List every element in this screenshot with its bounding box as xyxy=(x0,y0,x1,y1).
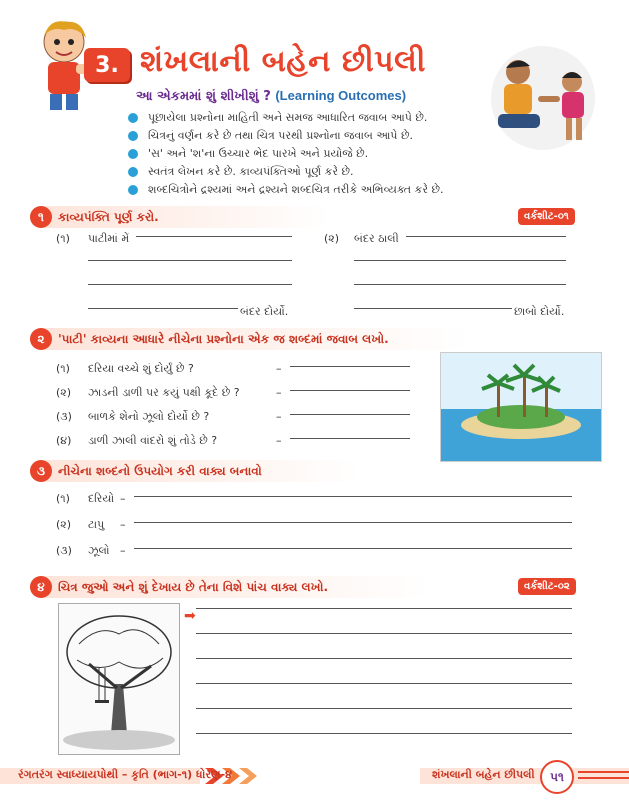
worksheet-tag-1: વર્કશીટ-૦૧ xyxy=(518,208,575,225)
outcome-text: પૂછાયેલા પ્રશ્નોના માહિતી અને સમજ આધારિત જવાબ આપે છે. xyxy=(148,111,428,124)
section1-title: કાવ્યપંક્તિ પૂર્ણ કરો. xyxy=(58,209,159,224)
s2-q3-text: બાળકે શેનો ઝૂલો દોર્યો છે ? xyxy=(88,410,210,423)
bullet-icon xyxy=(128,131,138,141)
answer-line[interactable] xyxy=(196,733,572,734)
dash: – xyxy=(276,362,282,375)
section3-title: નીચેના શબ્દનો ઉપયોગ કરી વાક્ય બનાવો xyxy=(58,463,262,478)
s1-q2-text: બંદર ઠાલી xyxy=(354,232,399,245)
section2-header xyxy=(30,328,470,350)
answer-line[interactable] xyxy=(196,633,572,634)
page-title: શંખલાની બહેન છીપલી xyxy=(140,44,426,79)
answer-line[interactable] xyxy=(134,496,572,497)
s3-w1-label: (૧) xyxy=(56,492,70,505)
s1-q1-text: પાટીમાં મેં xyxy=(88,232,130,245)
s3-w3-text: ઝૂલો xyxy=(88,544,110,557)
s3-w1-text: દરિયો xyxy=(88,492,115,505)
section3-header xyxy=(30,460,360,482)
s2-q2-text: ઝાડની ડાળી પર કયું પક્ષી કૂદે છે ? xyxy=(88,386,240,399)
section2-title: 'પાટી' કાવ્યના આધારે નીચેના પ્રશ્નોના એક જ શબ્દમાં જવાબ લખો. xyxy=(58,331,389,346)
s3-w3-label: (૩) xyxy=(56,544,72,557)
section4-number: ૪ xyxy=(30,576,52,598)
dash: – xyxy=(276,410,282,423)
outcome-text: ચિત્રનું વર્ણન કરે છે તથા ચિત્ર પરથી પ્રશ્નોના જવાબ આપે છે. xyxy=(148,129,413,142)
s2-q4-text: ડાળી ઝાલી વાંદરો શું તોડે છે ? xyxy=(88,434,218,447)
outcome-item xyxy=(128,165,354,179)
tree-scene-image xyxy=(58,603,180,755)
dash: – xyxy=(276,386,282,399)
worksheet-tag-2: વર્કશીટ-૦૨ xyxy=(518,578,576,595)
answer-line[interactable] xyxy=(406,236,566,237)
answer-line[interactable] xyxy=(290,438,410,439)
section4-header xyxy=(30,576,430,598)
s1-q2-label: (૨) xyxy=(324,232,340,245)
s2-q3-label: (૩) xyxy=(56,410,72,423)
arrow-icon: ➡ xyxy=(184,608,196,624)
bullet-icon xyxy=(128,167,138,177)
answer-line[interactable] xyxy=(290,366,410,367)
chapter-number-badge: 3. xyxy=(84,48,130,82)
outcome-text: 'સ' અને 'શ'ના ઉચ્ચાર ભેદ પારખે અને પ્રયોજે છે. xyxy=(148,147,369,160)
island-image xyxy=(440,352,602,462)
section4-title: ચિત્ર જુઓ અને શું દેખાય છે તેના વિશે પાંચ વાક્ય લખો. xyxy=(58,579,329,594)
answer-line[interactable] xyxy=(88,284,292,285)
section3-number: ૩ xyxy=(30,460,52,482)
bullet-icon xyxy=(128,149,138,159)
answer-line[interactable] xyxy=(354,260,566,261)
dash: – xyxy=(120,492,126,505)
s1-end1: બંદર દોર્યો. xyxy=(240,305,289,318)
answer-line[interactable] xyxy=(290,390,410,391)
outcome-item xyxy=(128,111,427,125)
answer-line[interactable] xyxy=(88,308,238,309)
s2-q1-text: દરિયા વચ્ચે શું દોર્યું છે ? xyxy=(88,362,194,375)
answer-line[interactable] xyxy=(88,260,292,261)
section1-header xyxy=(30,206,330,228)
learning-outcomes-heading xyxy=(136,88,406,104)
dash: – xyxy=(120,518,126,531)
father-daughter-illustration xyxy=(468,44,618,152)
answer-line[interactable] xyxy=(196,708,572,709)
answer-line[interactable] xyxy=(134,522,572,523)
page-number: ૫૧ xyxy=(540,760,574,794)
outcome-text: સ્વતંત્ર લેખન કરે છે. કાવ્યપંક્તિઓ પૂર્ણ કરે છે. xyxy=(148,165,354,178)
answer-line[interactable] xyxy=(196,658,572,659)
dash: – xyxy=(276,434,282,447)
s3-w2-label: (૨) xyxy=(56,518,72,531)
footer-chapter-title: શંખલાની બહેન છીપલી xyxy=(432,768,535,781)
s3-w2-text: ટાપુ xyxy=(88,518,105,531)
outcome-item xyxy=(128,129,413,143)
answer-line[interactable] xyxy=(196,608,572,609)
section1-number: ૧ xyxy=(30,206,52,228)
bullet-icon xyxy=(128,113,138,123)
answer-line[interactable] xyxy=(354,308,512,309)
answer-line[interactable] xyxy=(196,683,572,684)
s2-q2-label: (૨) xyxy=(56,386,72,399)
section2-number: ૨ xyxy=(30,328,52,350)
answer-line[interactable] xyxy=(134,548,572,549)
answer-line[interactable] xyxy=(354,284,566,285)
s1-end2: છાબો દોર્યો. xyxy=(514,305,565,318)
outcome-item xyxy=(128,183,444,197)
bullet-icon xyxy=(128,185,138,195)
answer-line[interactable] xyxy=(290,414,410,415)
learning-heading-en: (Learning Outcomes) xyxy=(275,88,407,103)
outcome-item xyxy=(128,147,368,161)
outcome-text: શબ્દચિત્રોને દ્રશ્યમાં અને દ્રશ્યને શબ્દચિત્ર તરીકે અભિવ્યક્ત કરે છે. xyxy=(148,183,444,196)
s1-q1-label: (૧) xyxy=(56,232,70,245)
dash: – xyxy=(120,544,126,557)
answer-line[interactable] xyxy=(136,236,292,237)
s2-q1-label: (૧) xyxy=(56,362,70,375)
footer-book-title: રંગતરંગ સ્વાધ્યાયપોથી – કૃતિ (ભાગ-૧) ધોરણ-૪ xyxy=(18,768,233,781)
learning-heading-gu: આ એકમમાં શું શીખીશું ? xyxy=(136,89,271,104)
s2-q4-label: (૪) xyxy=(56,434,72,447)
